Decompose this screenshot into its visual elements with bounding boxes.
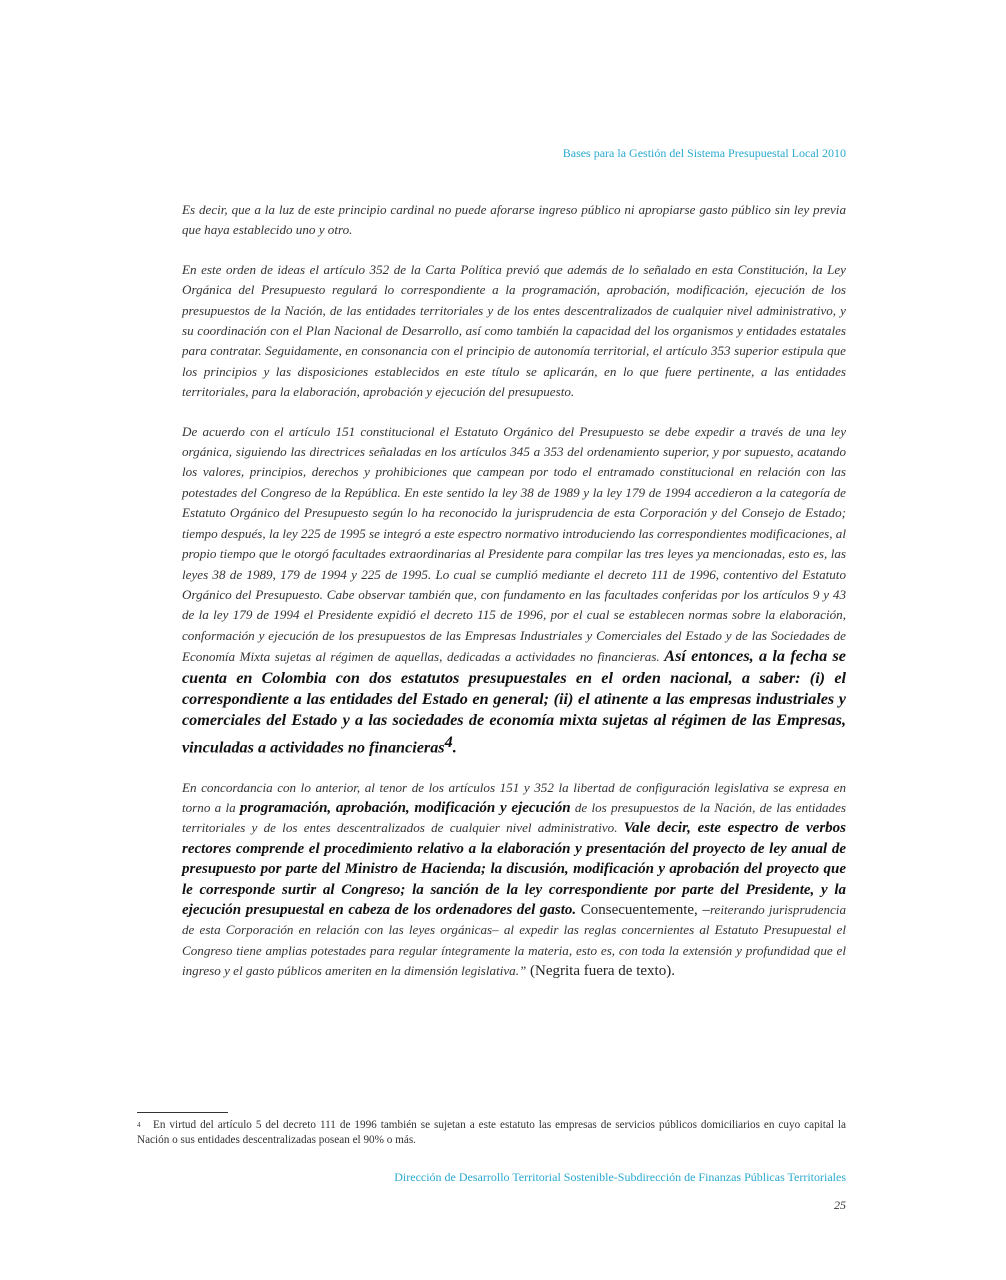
- running-header: Bases para la Gestión del Sistema Presupuestal Local 2010: [562, 146, 846, 160]
- paragraph-4-roman-1: Consecuentemente, –: [576, 901, 710, 918]
- paragraph-4-text-b: de los presupuestos de la Nación, de las entidades territoriales y de los entes descentralizados de cualquier nivel administrativo.: [182, 799, 846, 836]
- footnote-number: 4: [137, 1121, 141, 1129]
- document-body: [182, 200, 846, 1001]
- paragraph-3-bold: Así entonces, a la fecha se cuenta en Colombia con dos estatutos presupuestales en el orden nacional, a saber: (i) el correspondiente a las entidades del Estado en general; (ii) el atinente a las empresas industriales y comerciales del Estado y a las sociedades de economía mixta sujetas al régimen de las Empresas, vinculadas a actividades no financieras: [182, 647, 846, 757]
- paragraph-3: [182, 422, 846, 759]
- paragraph-1: Es decir, que a la luz de este principio cardinal no puede aforarse ingreso público ni apropiarse gasto público sin ley previa que haya establecido uno y otro.: [182, 202, 846, 238]
- paragraph-2: En este orden de ideas el artículo 352 de la Carta Política previó que además de lo señalado en esta Constitución, la Ley Orgánica del Presupuesto regulará lo correspondiente a la programación, aprobación, modificación, ejecución de los presupuestos de la Nación, de las entidades territoriales y de los entes descentralizados de cualquier nivel administrativo, y su coordinación con el Plan Nacional de Desarrollo, así como también la capacidad del los organismos y entidades estatales para contratar. Seguidamente, en consonancia con el principio de autonomía territorial, el artículo 353 superior estipula que los principios y las disposiciones establecidos en este título se aplicarán, en lo que fuere pertinente, a las entidades territoriales, para la elaboración, aprobación y ejecución del presupuesto.: [182, 261, 846, 400]
- paragraph-4: [182, 778, 846, 982]
- paragraph-3-end: .: [452, 738, 457, 757]
- paragraph-4-roman-2: (Negrita fuera de texto).: [526, 963, 675, 980]
- footnote-divider: [137, 1112, 228, 1113]
- footnote-text: En virtud del artículo 5 del decreto 111 de 1996 también se sujetan a este estatuto las empresas de servicios públicos domiciliarios en cuyo capital la Nación o sus entidades descentralizadas posean el 90% o más.: [137, 1119, 846, 1146]
- paragraph-4-bold-1: programación, aprobación, modificación y ejecución: [239, 799, 571, 816]
- page-number: 25: [834, 1198, 846, 1212]
- footnote-reference[interactable]: 4: [444, 732, 453, 751]
- footnote: [137, 1118, 846, 1148]
- paragraph-4-bold-2: Vale decir, este espectro de verbos rectores comprende el procedimiento relativo a la elaboración y presentación del proyecto de ley anual de presupuesto por parte del Ministro de Hacienda; la discusión, modificación y aprobación del proyecto que le corresponde surtir al Congreso; la sanción de la ley correspondiente por parte del Presidente, y la ejecución presupuestal en cabeza de los ordenadores del gasto.: [182, 820, 847, 918]
- paragraph-3-text: De acuerdo con el artículo 151 constitucional el Estatuto Orgánico del Presupuesto se debe expedir a través de una ley orgánica, siguiendo las directrices señaladas en los artículos 345 a 353 del ordenamiento superior, y por supuesto, acatando los valores, principios, derechos y prohibiciones que campean por todo el entramado constitucional en relación con las potestades del Congreso de la República. En este sentido la ley 38 de 1989 y la ley 179 de 1994 accedieron a la categoría de Estatuto Orgánico del Presupuesto según lo ha reconocido la jurisprudencia de esta Corporación y del Consejo de Estado; tiempo después, la ley 225 de 1995 se integró a este espectro normativo introduciendo las correspondientes modificaciones, al propio tiempo que le otorgó facultades extraordinarias al Presidente para compilar las tres leyes ya mencionadas, esto es, las leyes 38 de 1989, 179 de 1994 y 225 de 1995. Lo cual se cumplió mediante el decreto 111 de 1996, contentivo del Estatuto Orgánico del Presupuesto. Cabe observar también que, con fundamento en las facultades conferidas por los artículos 9 y 43 de la ley 179 de 1994 el Presidente expidió el decreto 115 de 1996, por el cual se establecen normas sobre la elaboración, conformación y ejecución de los presupuestos de las Empresas Industriales y Comerciales del Estado y de las Sociedades de Economía Mixta sujetas al régimen de aquellas, dedicadas a actividades no financieras.: [182, 423, 846, 665]
- running-footer: Dirección de Desarrollo Territorial Sostenible-Subdirección de Finanzas Públicas Territoriales: [394, 1170, 846, 1184]
- paragraph-4-text-a: En concordancia con lo anterior, al tenor de los artículos 151 y 352 la libertad de configuración legislativa se expresa en torno a la: [182, 779, 846, 815]
- paragraph-4-text-c: reiterando jurisprudencia de esta Corporación en relación con las leyes orgánicas– al expedir las reglas concernientes al Estatuto Presupuestal el Congreso tiene amplias potestades para regular íntegramente la materia, esto es, con toda la extensión y profundidad que el ingreso y el gasto públicos ameriten en la dimensión legislativa.”: [182, 901, 846, 979]
